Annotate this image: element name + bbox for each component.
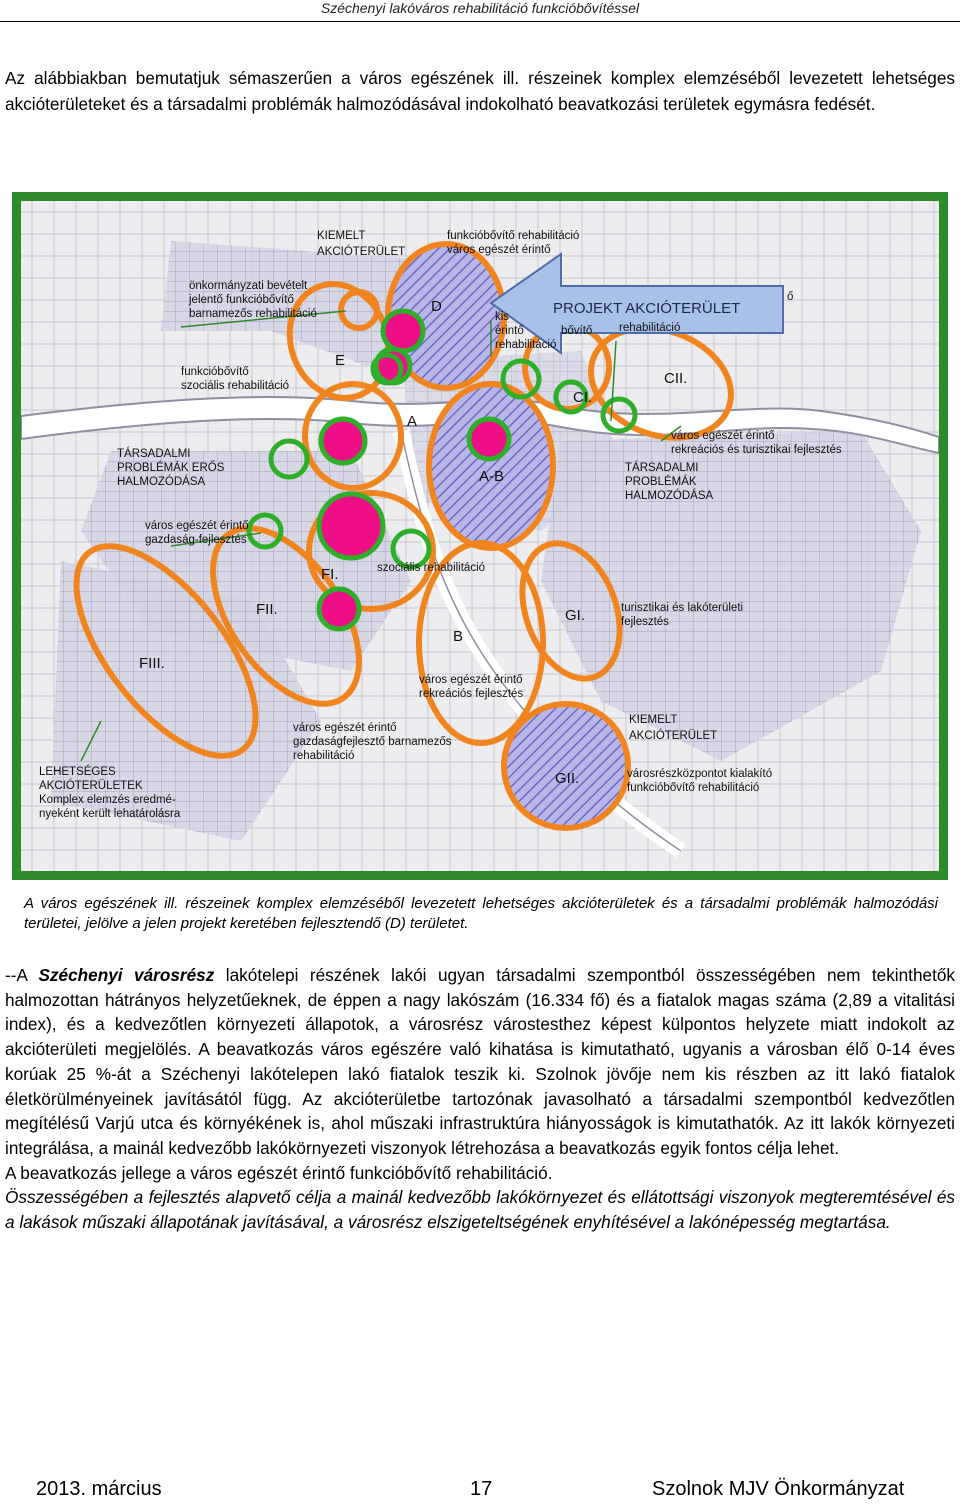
zone-label-fii: FII. xyxy=(256,601,278,618)
label-turiszt-2: fejlesztés xyxy=(621,616,669,628)
footer-date: 2013. március xyxy=(36,1478,162,1500)
label-lehetseges-4: nyeként került lehatárolásra xyxy=(39,808,181,820)
label-tars-left-3: HALMOZÓDÁSA xyxy=(117,476,206,488)
footer-organization: Szolnok MJV Önkormányzat xyxy=(652,1478,905,1500)
label-rekr-turiszt-1: város egészét érintő xyxy=(671,430,775,442)
label-varosresz-1: városrészközpontot kialakító xyxy=(627,768,773,780)
label-szoc-rehab: szociális rehabilitáció xyxy=(377,562,486,574)
paragraph-cel: Összességében a fejlesztés alapvető célja a mainál kedvezőbb lakókörnyezet és ellátottsági viszonyok megteremtésével és a lakások műszaki állapotának javításával, a városrész elszigeteltségének enyhítésével a lakónépesség megtartása. xyxy=(5,1187,955,1233)
label-tars-right-2: PROBLÉMÁK xyxy=(625,476,697,488)
zone-label-ab: A-B xyxy=(479,468,505,485)
pink-circle-3 xyxy=(321,419,365,463)
zone-label-gii: GII. xyxy=(555,770,580,787)
zone-label-e: E xyxy=(335,352,346,369)
label-barnamezos-2: gazdaságfejlesztő barnamezős xyxy=(293,736,452,748)
map-canvas xyxy=(21,201,939,871)
label-varosresz-2: funkcióbővítő rehabilitáció xyxy=(627,782,760,794)
zone-label-gi: GI. xyxy=(565,607,586,624)
label-funkcio-top-1: funkcióbővítő rehabilitáció xyxy=(447,230,580,242)
label-rehab-right: rehabilitáció xyxy=(619,322,681,334)
label-kiemelt-top-1: KIEMELT xyxy=(317,230,366,242)
label-kiemelt-top-2: AKCIÓTERÜLET xyxy=(317,246,406,258)
paragraph-jelleg: A beavatkozás jellege a város egészét érintő funkcióbővítő rehabilitáció. xyxy=(5,1162,553,1183)
label-bovito: bővítő xyxy=(561,325,593,337)
label-lehetseges-3: Komplex elemzés eredmé- xyxy=(39,794,176,806)
page-footer xyxy=(0,1478,960,1504)
label-onkorm-1: önkormányzati bevételt xyxy=(189,280,308,292)
label-szoc-funk-1: funkcióbővítő xyxy=(181,366,249,378)
p1-bold: Széchenyi városrész xyxy=(38,965,215,985)
projekt-arrow-label: PROJEKT AKCIÓTERÜLET xyxy=(553,300,741,317)
label-lehetseges-2: AKCIÓTERÜLETEK xyxy=(39,780,143,792)
zone-label-fi: FI. xyxy=(321,566,339,583)
action-area-map xyxy=(21,201,939,871)
pink-circle-1 xyxy=(383,311,423,351)
running-header: Széchenyi lakóváros rehabilitáció funkcióbővítéssel xyxy=(320,0,640,16)
label-funkcio-top-2: város egészét érintő xyxy=(447,244,551,256)
label-rehab-mid: rehabilitáció xyxy=(495,339,557,351)
label-szoc-funk-2: szociális rehabilitáció xyxy=(181,380,290,392)
pink-circle-6 xyxy=(319,589,359,629)
label-onkorm-2: jelentő funkcióbővítő xyxy=(189,294,294,306)
label-gazdasag-1: város egészét érintő xyxy=(145,520,249,532)
zone-label-b: B xyxy=(453,628,464,645)
map-figure xyxy=(12,192,948,880)
label-barnamezos-3: rehabilitáció xyxy=(293,750,355,762)
label-turiszt-1: turisztikai és lakóterületi xyxy=(621,602,744,614)
intro-paragraph: Az alábbiakban bemutatjuk sémaszerűen a város egészének ill. részeinek komplex elemzéséből levezetett lehetséges akcióterületeket és a társadalmi problémák halmozódásával indokolható beavatkozási területek egymásra fedését. xyxy=(5,68,955,114)
label-erinto: érintő xyxy=(495,325,524,337)
label-tars-left-2: PROBLÉMÁK ERŐS xyxy=(117,462,225,474)
zone-label-a: A xyxy=(407,413,418,430)
label-barnamezos-1: város egészét érintő xyxy=(293,722,397,734)
header-rule xyxy=(0,21,960,22)
zone-label-ci: CI. xyxy=(573,389,593,406)
label-rekreacios-1: város egészét érintő xyxy=(419,674,523,686)
body-text xyxy=(5,963,955,1235)
label-tars-right-3: HALMOZÓDÁSA xyxy=(625,490,714,502)
figure-caption: A város egészének ill. részeinek komplex elemzéséből levezetett lehetséges akcióterületek és a társadalmi problémák halmozódási területei, jelölve a jelen projekt keretében fejlesztendő (D) területet. xyxy=(24,895,938,932)
paragraph-szechenyi xyxy=(5,963,955,1161)
label-tars-left-1: TÁRSADALMI xyxy=(117,448,191,460)
zone-label-d: D xyxy=(431,298,442,315)
label-kiemelt-bottom-1: KIEMELT xyxy=(629,714,678,726)
label-kiemelt-bottom-2: AKCIÓTERÜLET xyxy=(629,730,718,742)
label-onkorm-3: barnamezős rehabilitáció xyxy=(189,308,317,320)
label-rekr-turiszt-2: rekreációs és turisztikai fejlesztés xyxy=(671,444,842,456)
label-o-partial: ő xyxy=(787,291,794,303)
zone-label-cii: CII. xyxy=(664,370,688,387)
p1-prefix: --A xyxy=(5,965,39,985)
pink-circle-5 xyxy=(319,494,383,558)
label-rekreacios-2: rekreációs fejlesztés xyxy=(419,688,524,700)
zone-label-fiii: FIII. xyxy=(139,655,165,672)
footer-page-number: 17 xyxy=(470,1478,493,1500)
label-lehetseges-1: LEHETSÉGES xyxy=(39,766,116,778)
label-gazdasag-2: gazdaság-fejlesztés xyxy=(145,534,247,546)
pink-circle-4 xyxy=(469,419,509,459)
label-kis: kis xyxy=(495,311,510,323)
p1-rest: lakótelepi részének lakói ugyan társadalmi szempontból összességében nem tekinthetők halmozottan hátrányos helyzetűeknek, de éppen a nagy lakószám (16.334 fő) és a fiatalok magas száma (2,89 a vitalitási index), és a kedvezőtlen környezeti állapotok, a városrész várostesthez képest külpontos helyzete miatt indokolt az akcióterületi megjelölés. A beavatkozás város egészére való kihatása is kimutatható, ugyanis a városban élő 0-14 éves korúak 25 %-át a Széchenyi lakótelepen lakó fiatalok teszik ki. Szolnok jövője nem kis részben az itt lakó fiatalok életkörülményeinek javításától függ. Az akcióterületbe tartozónak javasolható a társadalmi szempontból kedvezőtlen megítélésű Varjú utca és környékének is, ahol műszaki infrastruktúra hiányosságok is kimutathatók. Az itt lakók környezeti integrálása, a mainál kedvezőbb lakókörnyezeti viszonyok létrehozása a beavatkozás egyik fontos célja lehet. xyxy=(5,965,956,1158)
label-tars-right-1: TÁRSADALMI xyxy=(625,462,699,474)
